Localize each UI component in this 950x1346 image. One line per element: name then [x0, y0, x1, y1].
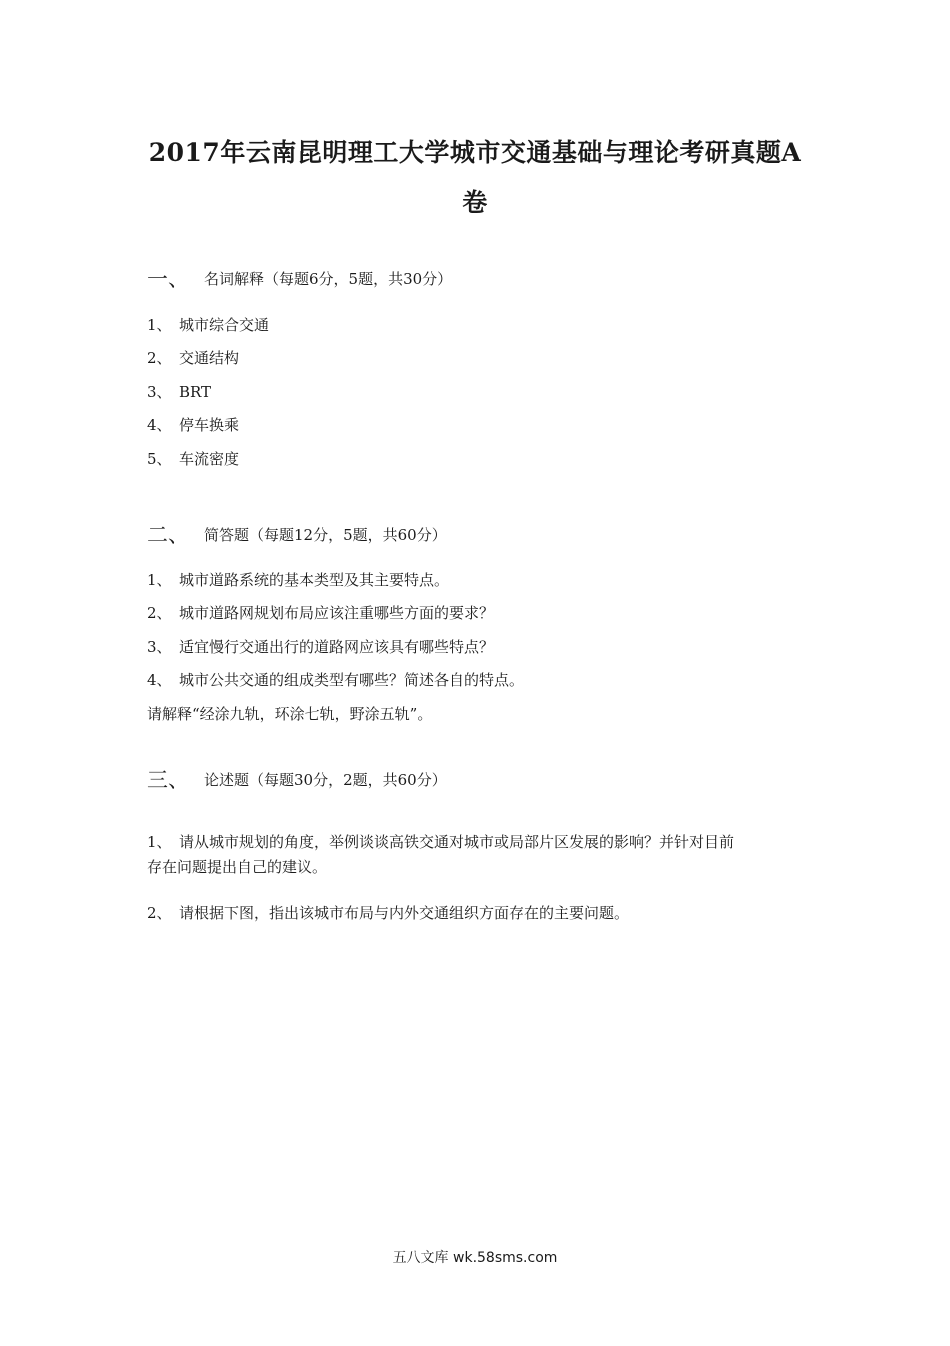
item-text: 请从城市规划的角度，举例谈谈高铁交通对城市或局部片区发展的影响？并针对目前	[179, 833, 735, 851]
item-text: BRT	[179, 383, 212, 401]
item-text: 城市综合交通	[179, 316, 270, 334]
section-number: 三、	[147, 768, 189, 792]
list-item	[147, 902, 629, 923]
item-text: 适宜慢行交通出行的道路网应该具有哪些特点？	[179, 638, 495, 656]
list-item	[147, 414, 239, 435]
item-text: 交通结构	[179, 349, 240, 367]
section-number: 一、	[147, 267, 189, 291]
section-title: 简答题（每题12分，5题，共60分）	[204, 526, 447, 544]
item-index: 5、	[147, 450, 172, 468]
item-index: 2、	[147, 604, 172, 622]
list-item	[147, 448, 239, 469]
list-item	[147, 314, 269, 335]
section-1-heading	[147, 263, 452, 293]
list-item	[147, 381, 211, 402]
section-2-heading	[147, 519, 447, 549]
document-title-line-2: 卷	[462, 188, 488, 217]
item-text: 请根据下图，指出该城市布局与内外交通组织方面存在的主要问题。	[179, 904, 630, 922]
list-item-continuation: 存在问题提出自己的建议。	[147, 858, 328, 876]
footer-watermark: 五八文库 wk.58sms.com	[392, 1250, 558, 1266]
item-index: 2、	[147, 904, 172, 922]
list-item	[147, 636, 494, 657]
item-text: 车流密度	[179, 450, 240, 468]
section-number: 二、	[147, 523, 189, 547]
item-index: 3、	[147, 383, 172, 401]
item-index: 2、	[147, 349, 172, 367]
item-index: 3、	[147, 638, 172, 656]
item-text: 城市道路网规划布局应该注重哪些方面的要求？	[179, 604, 495, 622]
section-title: 名词解释（每题6分，5题，共30分）	[204, 270, 453, 288]
list-item	[147, 669, 524, 690]
item-text: 城市道路系统的基本类型及其主要特点。	[179, 571, 450, 589]
section-title: 论述题（每题30分，2题，共60分）	[204, 771, 447, 789]
section-3-heading	[147, 764, 447, 794]
list-item	[147, 569, 449, 590]
item-index: 1、	[147, 316, 172, 334]
item-index: 1、	[147, 571, 172, 589]
item-index: 4、	[147, 671, 172, 689]
item-index: 4、	[147, 416, 172, 434]
list-item	[147, 347, 239, 368]
list-item	[147, 831, 734, 852]
item-text: 城市公共交通的组成类型有哪些？简述各自的特点。	[179, 671, 525, 689]
item-text: 停车换乘	[179, 416, 240, 434]
item-index: 1、	[147, 833, 172, 851]
document-title-line-1: 2017年云南昆明理工大学城市交通基础与理论考研真题A	[148, 138, 802, 167]
list-item	[147, 602, 494, 623]
extra-question: 请解释“经涂九轨，环涂七轨，野涂五轨”。	[147, 705, 433, 723]
